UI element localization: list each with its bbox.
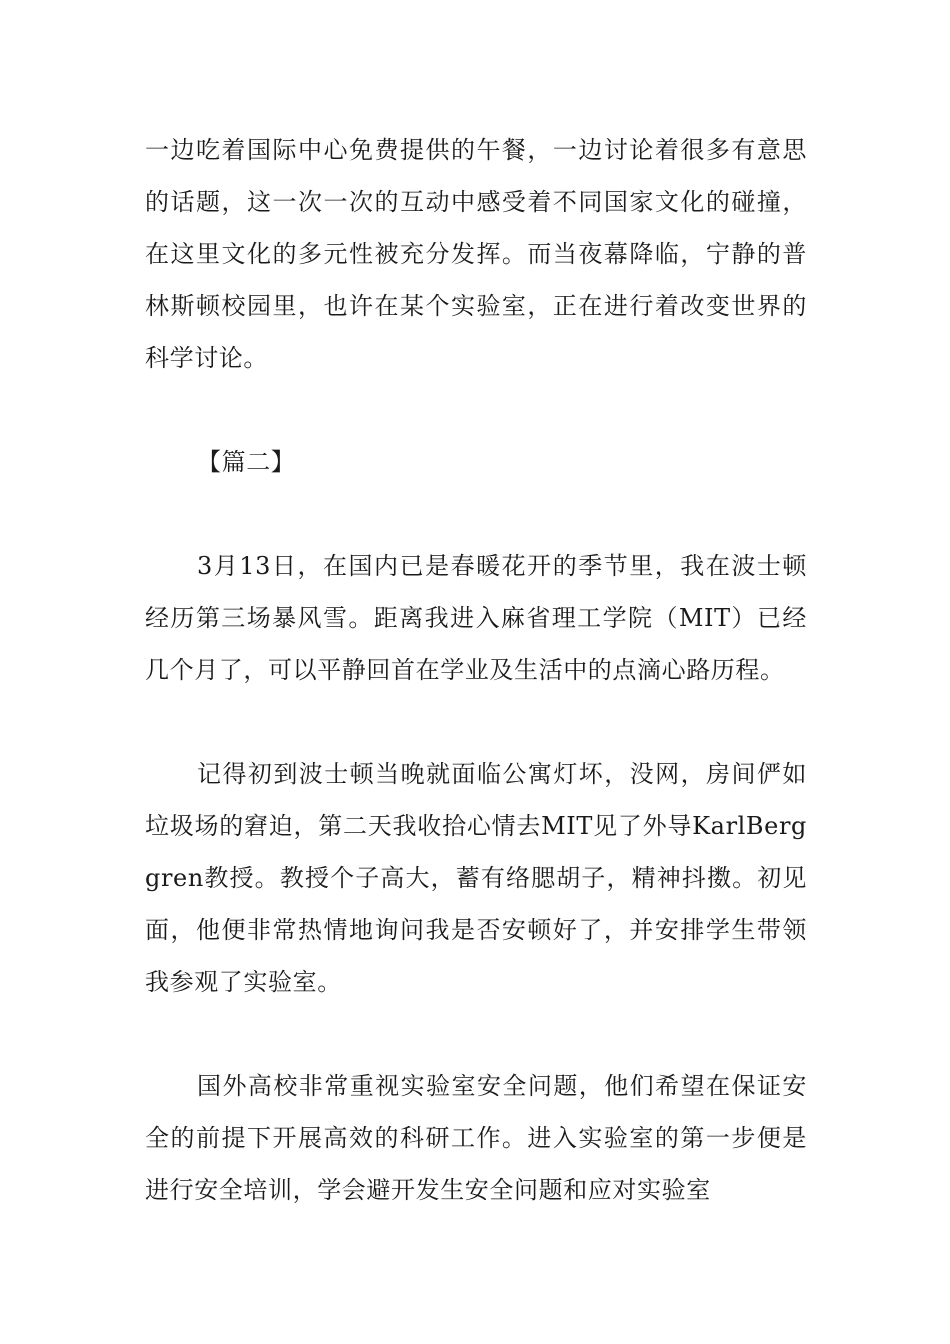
document-body xyxy=(145,124,807,1216)
paragraph-first-day-mit: 记得初到波士顿当晚就面临公寓灯坏，没网，房间俨如垃圾场的窘迫，第二天我收拾心情去MIT见了外导KarlBerggren教授。教授个子高大，蓄有络腮胡子，精神抖擞。初见面，他便非常热情地询问我是否安顿好了，并安排学生带领我参观了实验室。 xyxy=(145,760,807,996)
section-heading: 【篇二】 xyxy=(197,448,296,476)
paragraph-boston-snowstorm: 3月13日，在国内已是春暖花开的季节里，我在波士顿经历第三场暴风雪。距离我进入麻省理工学院（MIT）已经几个月了，可以平静回首在学业及生活中的点滴心路历程。 xyxy=(145,552,807,684)
paragraph-gap xyxy=(145,696,807,748)
paragraph-princeton-lunch: 一边吃着国际中心免费提供的午餐，一边讨论着很多有意思的话题，这一次一次的互动中感受着不同国家文化的碰撞，在这里文化的多元性被充分发挥。而当夜幕降临，宁静的普林斯顿校园里，也许在某个实验室，正在进行着改变世界的科学讨论。 xyxy=(145,136,807,372)
paragraph-lab-safety: 国外高校非常重视实验室安全问题，他们希望在保证安全的前提下开展高效的科研工作。进入实验室的第一步便是进行安全培训，学会避开发生安全问题和应对实验室 xyxy=(145,1072,807,1204)
paragraph-gap xyxy=(145,488,807,540)
paragraph-gap xyxy=(145,1008,807,1060)
paragraph-gap xyxy=(145,384,807,436)
